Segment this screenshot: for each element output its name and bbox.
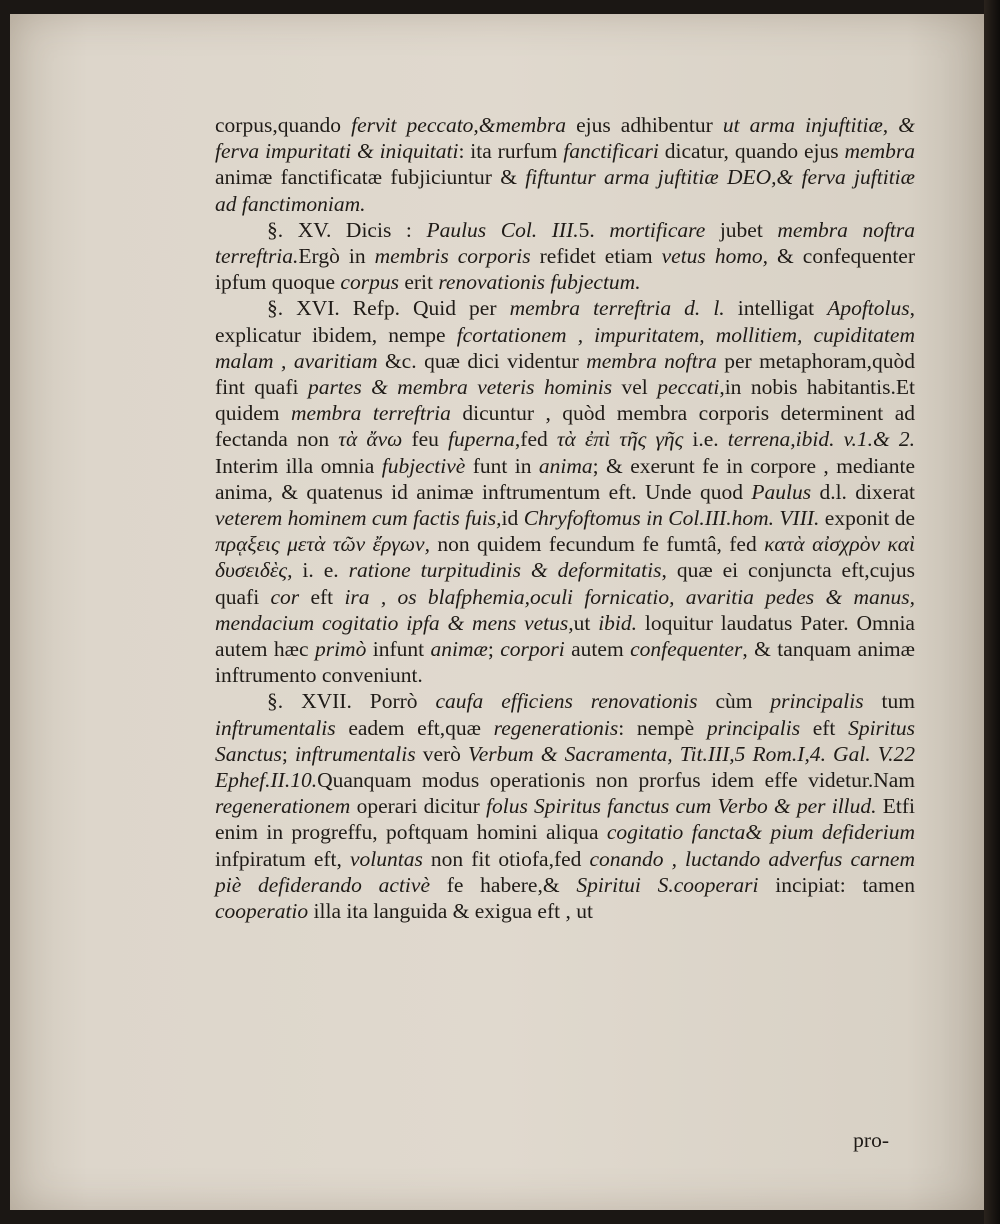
italic-run: caufa efficiens renovationis bbox=[435, 689, 698, 714]
text-run: infpiratum eft, bbox=[215, 846, 350, 871]
text-run: non quidem fecundum fe fumtâ, fed bbox=[429, 532, 765, 557]
text-run: i.e. bbox=[683, 427, 728, 452]
text-run: incipiat: tamen bbox=[758, 872, 915, 897]
text-run: illa ita languida & exigua eft , ut bbox=[308, 899, 593, 924]
text-run: eft bbox=[800, 715, 849, 740]
text-run: id bbox=[501, 506, 524, 531]
italic-run: anima bbox=[538, 453, 593, 478]
italic-run: vetus homo, bbox=[661, 244, 768, 269]
italic-run: corpori bbox=[500, 637, 565, 662]
italic-run: renovationis fubjectum. bbox=[438, 270, 641, 295]
text-run: Interim illa omnia bbox=[215, 453, 382, 478]
italic-run: ratione turpitudinis & deformitatis bbox=[348, 558, 662, 583]
italic-run: fervit peccato,&membra bbox=[351, 113, 566, 137]
italic-run: ibid. bbox=[598, 610, 638, 635]
italic-run: cor bbox=[270, 584, 300, 609]
text-run: corpus,quando bbox=[215, 113, 352, 137]
italic-run: τὰ ἐπὶ τῆς γῆς bbox=[556, 427, 684, 452]
book-binding-edge bbox=[984, 0, 1000, 1224]
paragraph bbox=[215, 688, 915, 924]
text-run: eft bbox=[299, 584, 345, 609]
text-run: dicatur, quando ejus bbox=[658, 139, 845, 164]
text-run: , explicatur ibidem, nempe bbox=[215, 296, 915, 347]
italic-run: Apoftolus bbox=[827, 296, 910, 321]
text-run: & confequenter ipfum quoque bbox=[215, 244, 916, 295]
italic-run: terrena,ibid. v.1.& 2. bbox=[727, 427, 915, 452]
text-run: infunt bbox=[366, 637, 431, 662]
italic-run: πρᾳξεις μετὰ τῶν ἔργων, bbox=[215, 532, 430, 557]
italic-run: mortificare bbox=[609, 217, 706, 242]
paragraph bbox=[215, 217, 915, 296]
catchword: pro- bbox=[853, 1128, 889, 1152]
italic-run: fcortationem , impuritatem, mollitiem, cupiditatem malam , avaritiam bbox=[215, 322, 915, 373]
italic-run: animæ bbox=[430, 637, 488, 662]
italic-run: ira , os blafphemia,oculi fornicatio, avaritia pedes & manus, mendacium cogitatio ipfa & mens vetus, bbox=[215, 584, 915, 635]
text-run: non fit otiofa,fed bbox=[422, 846, 590, 871]
text-run: eadem eft,quæ bbox=[335, 715, 494, 740]
text-run: operari dicitur bbox=[350, 794, 487, 819]
text-run: animæ fanctificatæ fubjiciuntur & bbox=[215, 165, 526, 190]
text-run: §. XVII. Porrò bbox=[267, 689, 436, 714]
italic-run: membris corporis bbox=[374, 244, 531, 269]
text-run: ; & exerunt fe in corpore , mediante anima, & quatenus id animæ inftrumentum eft. Unde quod bbox=[215, 453, 915, 504]
italic-run: fuperna bbox=[448, 427, 515, 452]
text-run: exponit de bbox=[819, 506, 915, 531]
text-run: , quæ ei conjuncta eft,cujus quafi bbox=[215, 558, 915, 609]
text-run: fe habere,& bbox=[429, 872, 577, 897]
italic-run: veterem hominem cum factis fuis, bbox=[215, 506, 502, 531]
italic-run: membra terreftria d. l. bbox=[509, 296, 725, 321]
text-run: Etfi enim in progreffu, poftquam homini aliqua bbox=[215, 794, 915, 845]
italic-run: folus Spiritus fanctus cum Verbo & per illud. bbox=[486, 794, 877, 819]
text-run: , & tanquam animæ inftrumento conveniunt. bbox=[215, 637, 915, 688]
text-run: feu bbox=[402, 427, 449, 452]
italic-run: membra noftra terreftria. bbox=[215, 217, 916, 269]
italic-run: cooperatio bbox=[215, 899, 309, 924]
italic-run: κατὰ αἰσχρὸν καὶ δυσειδὲς, bbox=[215, 532, 915, 583]
italic-run: Verbum & Sacramenta, Tit.III,5 Rom.I,4. Gal. V.22 Ephef.II.10. bbox=[215, 741, 915, 793]
text-run: erit bbox=[398, 270, 439, 295]
book-page bbox=[10, 14, 985, 1210]
text-run: cùm bbox=[697, 689, 771, 714]
text-run: tum bbox=[863, 689, 915, 714]
text-run: i. e. bbox=[292, 558, 349, 583]
text-run: verò bbox=[415, 741, 468, 766]
italic-run: fanctificari bbox=[563, 139, 659, 164]
page-text bbox=[215, 112, 915, 924]
text-run: ejus adhibentur bbox=[565, 113, 723, 137]
italic-run: regenerationem bbox=[215, 794, 351, 819]
italic-run: principalis bbox=[770, 689, 864, 714]
text-run: ,fed bbox=[514, 427, 557, 452]
text-run: ; bbox=[487, 637, 501, 662]
italic-run: fiftuntur arma juftitiæ DEO,& ferva juftitiæ ad fanctimoniam. bbox=[215, 165, 915, 216]
text-run: per metaphoram,quòd fint quafi bbox=[215, 348, 915, 400]
italic-run: Spiritui S.cooperari bbox=[576, 872, 759, 897]
italic-run: τὰ ἄνω bbox=[338, 427, 403, 452]
text-run: : nempè bbox=[618, 715, 707, 740]
italic-run: ut arma injuftitiæ, & ferva impuritati & iniquitati bbox=[215, 113, 915, 164]
italic-run: primò bbox=[314, 637, 367, 662]
italic-run: peccati bbox=[657, 375, 720, 400]
text-run: jubet bbox=[705, 217, 778, 242]
text-run: : ita rurfum bbox=[458, 139, 564, 164]
text-run: Ergò in bbox=[298, 244, 375, 269]
text-run: ; bbox=[281, 741, 295, 766]
text-run: autem bbox=[564, 637, 631, 662]
text-run: d.l. dixerat bbox=[811, 479, 915, 504]
paragraph bbox=[215, 295, 915, 688]
italic-run: cogitatio fancta& pium defiderium bbox=[606, 820, 915, 845]
text-run: ,in nobis habitantis.Et quidem bbox=[215, 375, 915, 426]
text-run: dicuntur , quòd membra corporis determinent ad fectanda non bbox=[215, 401, 915, 452]
italic-run: principalis bbox=[706, 715, 801, 740]
italic-run: corpus bbox=[340, 270, 399, 295]
italic-run: regenerationis bbox=[493, 715, 619, 740]
italic-run: membra bbox=[844, 139, 915, 164]
text-run: Quanquam modus operationis non prorfus idem effe videtur.Nam bbox=[317, 768, 915, 793]
text-run: funt in bbox=[465, 453, 539, 478]
italic-run: partes & membra veteris hominis bbox=[307, 375, 613, 400]
italic-run: membra terreftria bbox=[290, 401, 451, 426]
text-run: refidet etiam bbox=[530, 244, 662, 269]
italic-run: Spiritus Sanctus bbox=[215, 715, 915, 766]
italic-run: fubjectivè bbox=[381, 453, 466, 478]
italic-run: Paulus Col. III. bbox=[426, 217, 579, 242]
text-run: 5. bbox=[578, 217, 610, 242]
text-run: &c. quæ dici videntur bbox=[377, 348, 587, 373]
italic-run: confequenter bbox=[630, 637, 743, 662]
italic-run: inftrumentalis bbox=[215, 715, 336, 740]
italic-run: voluntas bbox=[349, 846, 423, 871]
text-run: §. XV. Dicis : bbox=[267, 217, 427, 242]
text-run: ut bbox=[573, 610, 599, 635]
text-run: loquitur laudatus Pater. Omnia autem hæc bbox=[215, 610, 915, 662]
italic-run: membra noftra bbox=[586, 348, 717, 373]
text-run: intelligat bbox=[724, 296, 828, 321]
italic-run: Paulus bbox=[751, 479, 812, 504]
text-run: vel bbox=[612, 375, 658, 400]
italic-run: conando , luctando adverfus carnem piè defiderando activè bbox=[215, 846, 915, 897]
paragraph bbox=[215, 112, 915, 217]
italic-run: inftrumentalis bbox=[294, 741, 416, 766]
italic-run: Chryfoftomus in Col.III.hom. VIII. bbox=[523, 506, 820, 531]
text-run: §. XVI. Refp. Quid per bbox=[267, 296, 510, 321]
